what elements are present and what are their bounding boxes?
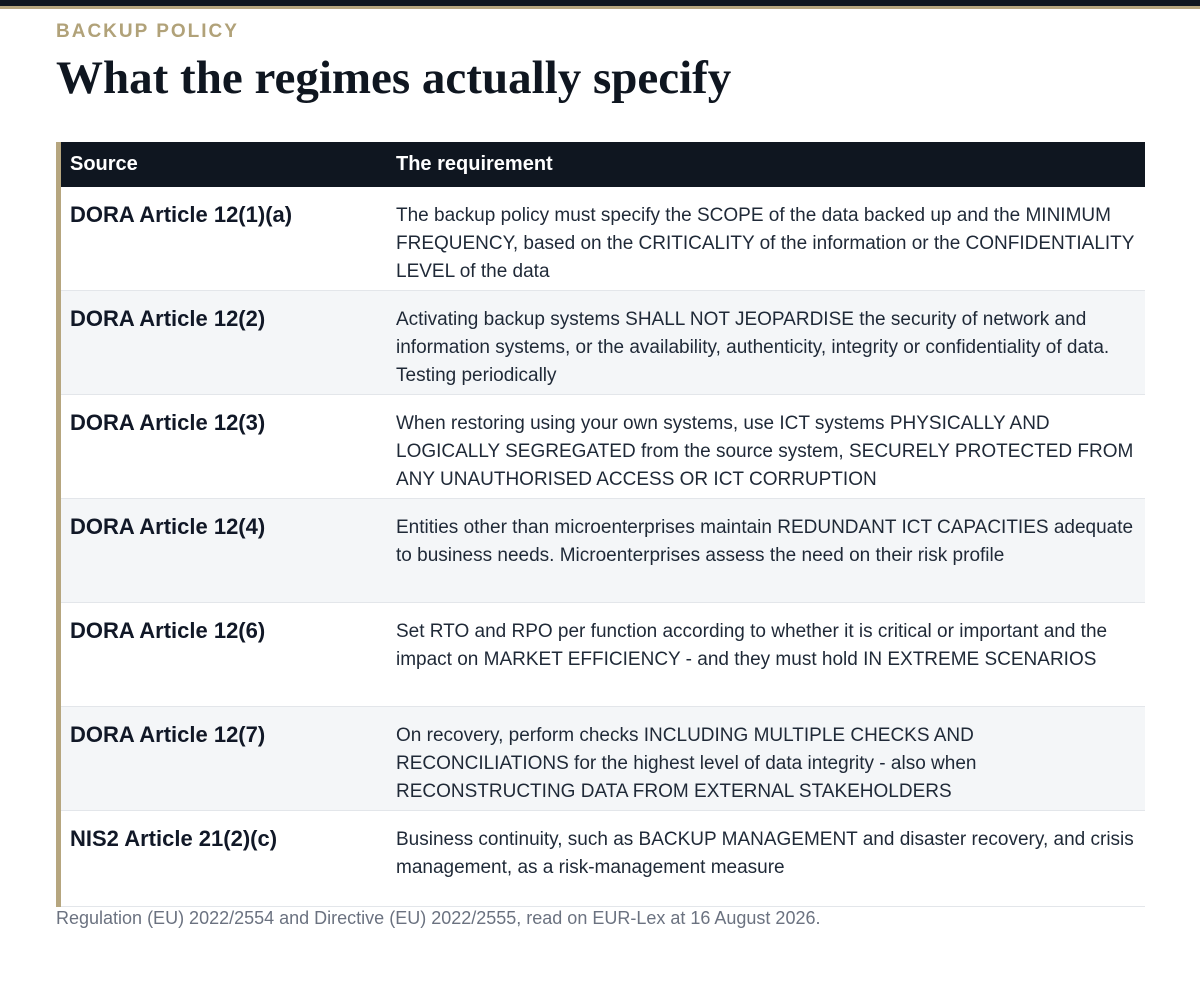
page-title: What the regimes actually specify xyxy=(56,52,732,104)
table-row xyxy=(61,291,1145,395)
requirement-cell: Entities other than microenterprises maintain REDUNDANT ICT CAPACITIES adequate to business needs. Microenterprises assess the need on their risk profile xyxy=(396,517,1134,566)
requirement-cell: Business continuity, such as BACKUP MANAGEMENT and disaster recovery, and crisis management, as a risk-management measure xyxy=(396,829,1134,878)
table-row xyxy=(61,187,1145,291)
requirement-cell: Set RTO and RPO per function according to whether it is critical or important and the impact on MARKET EFFICIENCY - and they must hold IN EXTREME SCENARIOS xyxy=(396,621,1108,670)
source-cell: DORA Article 12(3) xyxy=(70,410,266,435)
table-header xyxy=(61,142,1145,187)
column-header-source: Source xyxy=(70,153,138,175)
requirement-cell: On recovery, perform checks INCLUDING MULTIPLE CHECKS AND RECONCILIATIONS for the highest level of data integrity - also when RECONSTRUCTING DATA FROM EXTERNAL STAKEHOLDERS xyxy=(396,725,977,802)
requirement-cell: The backup policy must specify the SCOPE of the data backed up and the MINIMUM FREQUENCY, based on the CRITICALITY of the information or the CONFIDENTIALITY LEVEL of the data xyxy=(396,205,1135,282)
requirements-table xyxy=(56,142,1145,907)
table-row xyxy=(61,603,1145,707)
source-cell: DORA Article 12(4) xyxy=(70,514,266,539)
requirement-cell: When restoring using your own systems, use ICT systems PHYSICALLY AND LOGICALLY SEGREGATED from the source system, SECURELY PROTECTED FROM ANY UNAUTHORISED ACCESS OR ICT CORRUPTION xyxy=(396,413,1134,490)
table-row xyxy=(61,395,1145,499)
column-header-requirement: The requirement xyxy=(396,153,553,175)
table-row xyxy=(61,499,1145,603)
source-cell: DORA Article 12(2) xyxy=(70,306,266,331)
source-cell: DORA Article 12(1)(a) xyxy=(70,202,293,227)
section-eyebrow: BACKUP POLICY xyxy=(56,21,239,42)
table-row xyxy=(61,811,1145,907)
source-cell: DORA Article 12(7) xyxy=(70,722,266,747)
source-footnote: Regulation (EU) 2022/2554 and Directive (EU) 2022/2555, read on EUR-Lex at 16 August 2026. xyxy=(56,908,821,928)
source-cell: DORA Article 12(6) xyxy=(70,618,266,643)
table-row xyxy=(61,707,1145,811)
source-cell: NIS2 Article 21(2)(c) xyxy=(70,826,278,851)
top-rule-accent xyxy=(0,6,1200,9)
requirement-cell: Activating backup systems SHALL NOT JEOPARDISE the security of network and information systems, or the availability, authenticity, integrity or confidentiality of data. Testing periodically xyxy=(396,309,1110,386)
